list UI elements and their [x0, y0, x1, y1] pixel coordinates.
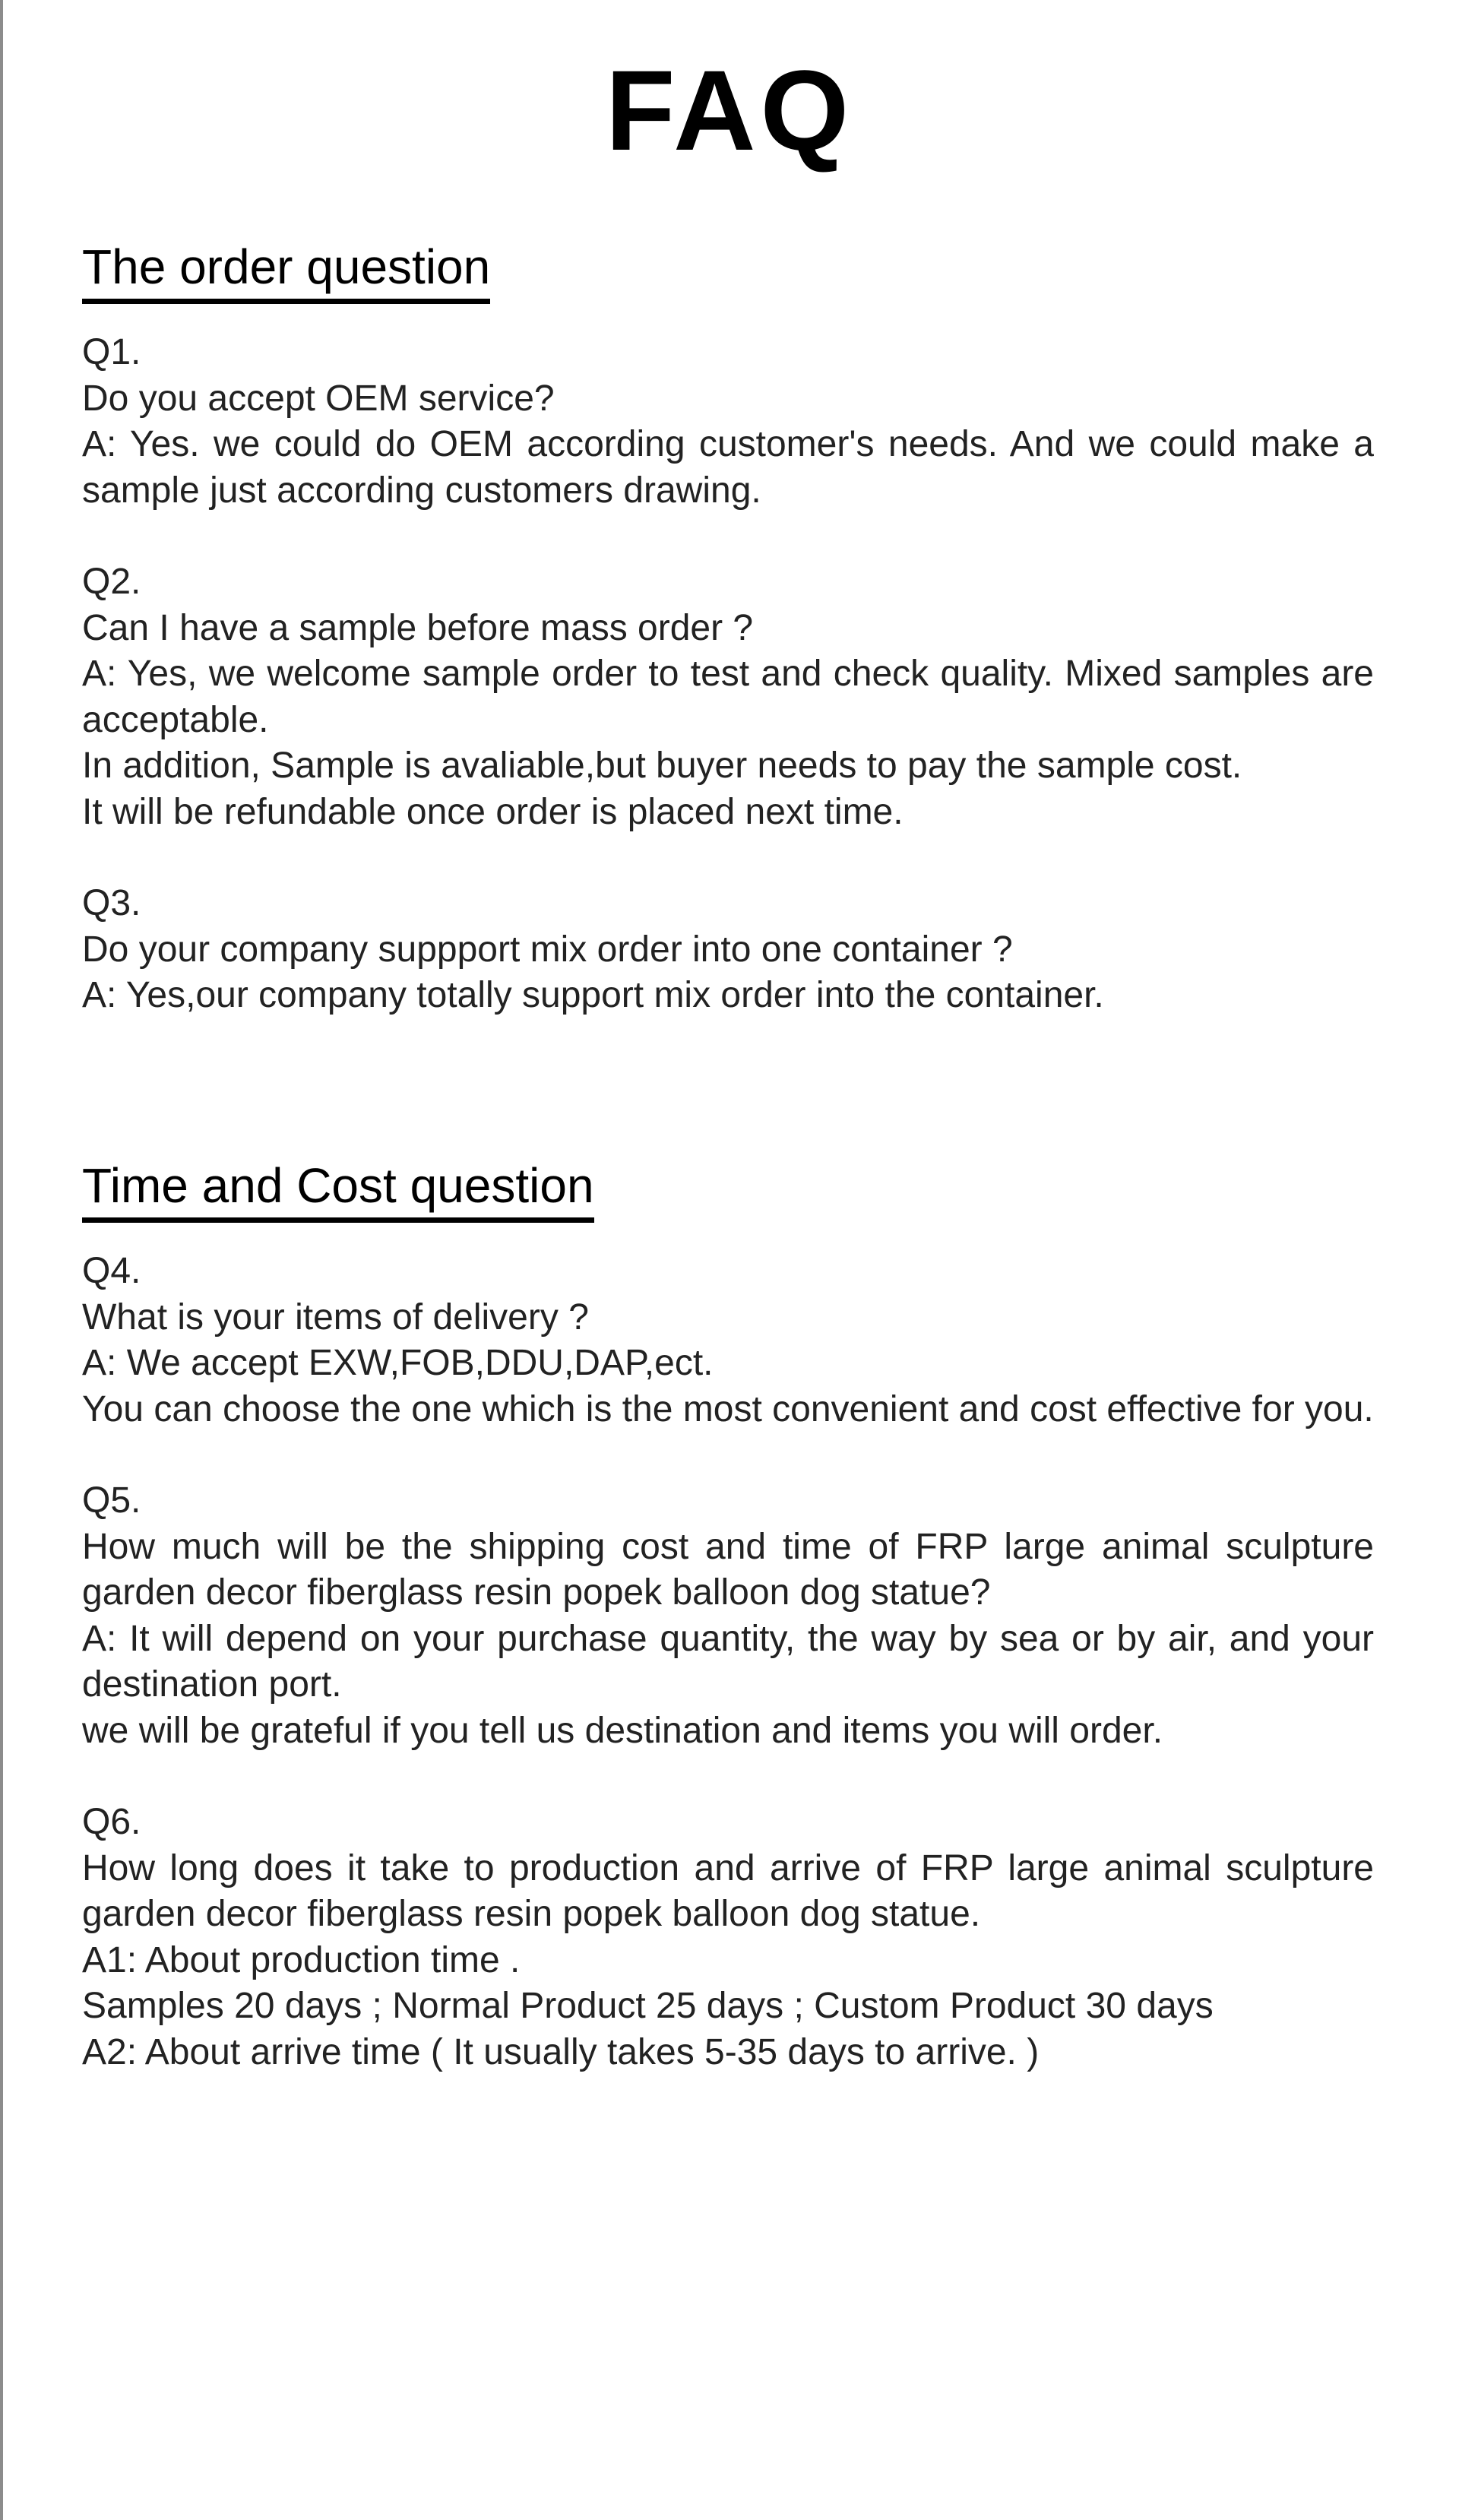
question-label: Q5.: [82, 1480, 141, 1521]
answer-text: A: Yes, we welcome sample order to test and check quality. Mixed samples are acceptable.: [82, 654, 1374, 740]
section-order-question: [82, 238, 1374, 1019]
question-text: How long does it take to production and arrive of FRP large animal sculpture garden decor fiberglass resin popek balloon dog statue.: [82, 1847, 1374, 1934]
question-label: Q2.: [82, 562, 141, 602]
question-label: Q3.: [82, 883, 141, 923]
question-text: Do you accept OEM service?: [82, 378, 555, 419]
section-heading: Time and Cost question: [82, 1157, 594, 1223]
section-heading: The order question: [82, 238, 490, 304]
answer-text: A: We accept EXW,FOB,DDU,DAP,ect.: [82, 1343, 714, 1383]
faq-list: [82, 1249, 1374, 2075]
faq-item-q6: [82, 1800, 1374, 2075]
faq-list: [82, 330, 1374, 1019]
section-time-cost-question: [82, 1157, 1374, 2075]
answer-text: A2: About arrive time ( It usually takes 5-35 days to arrive. ): [82, 2031, 1040, 2072]
answer-text: It will be refundable once order is placed next time.: [82, 791, 904, 832]
question-text: What is your items of delivery ?: [82, 1296, 589, 1338]
question-text: How much will be the shipping cost and time of FRP large animal sculpture garden decor fiberglass resin popek balloon dog statue?: [82, 1526, 1374, 1613]
page-left-border: [0, 0, 3, 2520]
question-label: Q4.: [82, 1251, 141, 1291]
answer-text: Samples 20 days ; Normal Product 25 days ; Custom Product 30 days: [82, 1986, 1214, 2026]
answer-text: A: Yes,our company totally support mix order into the container.: [82, 975, 1104, 1015]
question-text: Do your company suppport mix order into one container ?: [82, 929, 1013, 970]
faq-item-q5: [82, 1478, 1374, 1754]
answer-text: You can choose the one which is the most convenient and cost effective for you.: [82, 1388, 1374, 1429]
answer-text: In addition, Sample is avaliable,but buyer needs to pay the sample cost.: [82, 746, 1242, 786]
question-label: Q1.: [82, 332, 141, 372]
question-label: Q6.: [82, 1802, 141, 1842]
faq-item-q2: [82, 559, 1374, 835]
answer-text: A1: About production time .: [82, 1939, 521, 1980]
faq-item-q4: [82, 1249, 1374, 1433]
answer-text: we will be grateful if you tell us destination and items you will order.: [82, 1710, 1163, 1751]
answer-text: A: It will depend on your purchase quantity, the way by sea or by air, and your destination port.: [82, 1618, 1374, 1705]
page-title: FAQ: [605, 46, 854, 174]
question-text: Can I have a sample before mass order ?: [82, 607, 754, 648]
answer-text: A: Yes. we could do OEM according customer's needs. And we could make a sample just according customers drawing.: [82, 424, 1374, 511]
faq-item-q3: [82, 881, 1374, 1019]
faq-item-q1: [82, 330, 1374, 514]
